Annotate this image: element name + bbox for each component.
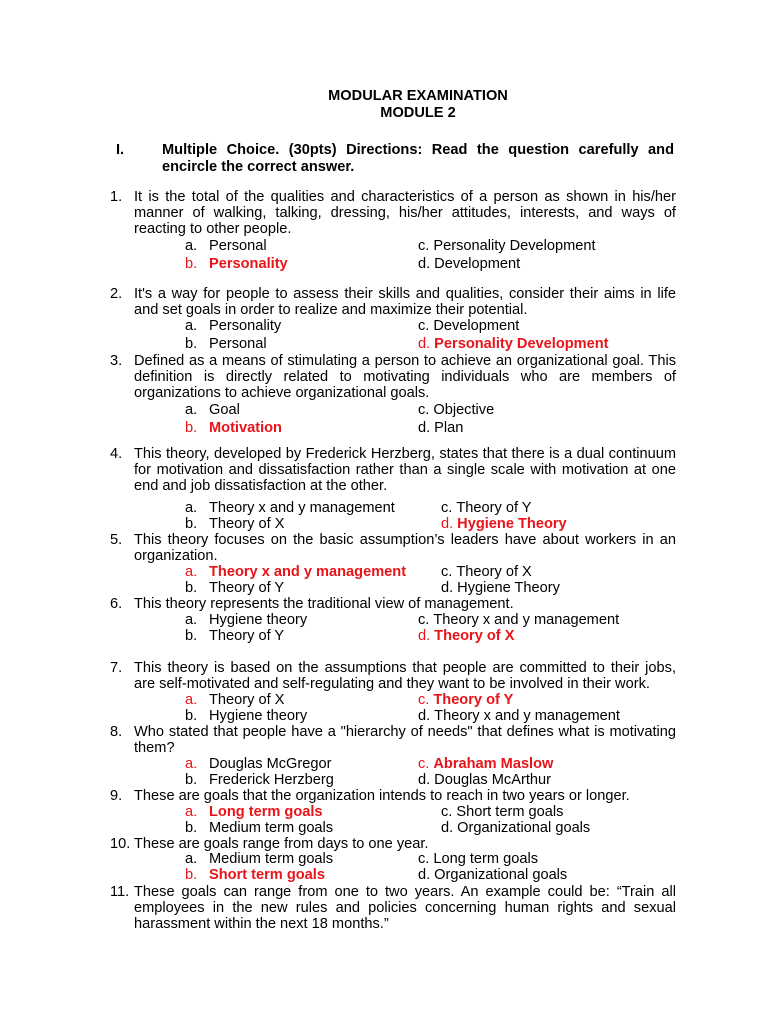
answer-option[interactable] <box>185 772 334 788</box>
question-5 <box>110 532 676 564</box>
option-text: Organizational goals <box>434 867 568 883</box>
question-text: Who stated that people have a "hierarchy of needs" that defines what is motivating them? <box>134 724 676 756</box>
answer-option[interactable] <box>185 256 288 272</box>
option-letter: d. <box>441 516 454 532</box>
option-text: Personality Development <box>433 238 596 254</box>
option-letter: b. <box>185 516 198 532</box>
answer-option[interactable] <box>185 402 240 418</box>
option-text: Theory x and y management <box>209 500 395 516</box>
question-number: 4. <box>110 446 123 462</box>
option-text: Development <box>433 318 520 334</box>
option-letter: a. <box>185 318 198 334</box>
question-number: 1. <box>110 189 123 205</box>
option-letter: a. <box>185 500 198 516</box>
answer-option[interactable] <box>185 238 267 254</box>
option-text: Long term goals <box>433 851 539 867</box>
option-text: Theory of X <box>456 564 532 580</box>
option-letter: d. <box>418 772 431 788</box>
question-7 <box>110 660 676 692</box>
option-text: Medium term goals <box>209 820 334 836</box>
section-directions: Multiple Choice. (30pts) Directions: Read the question carefully and encircle the correct answer. <box>162 142 674 175</box>
option-letter: b. <box>185 628 198 644</box>
answer-option[interactable] <box>418 708 620 724</box>
exam-module: MODULE 2 <box>380 105 456 121</box>
option-letter: a. <box>185 564 198 580</box>
answer-option[interactable] <box>185 612 307 628</box>
option-letter: d. <box>441 820 454 836</box>
question-text: It's a way for people to assess their skills and qualities, consider their aims in life and set goals in order to realize and maximize their potential. <box>134 286 676 318</box>
answer-option[interactable] <box>418 420 463 436</box>
option-letter: b. <box>185 820 198 836</box>
answer-option[interactable] <box>185 336 267 352</box>
answer-option[interactable] <box>418 851 538 867</box>
answer-option[interactable] <box>418 318 519 334</box>
option-letter: a. <box>185 238 198 254</box>
option-text: Theory x and y management <box>434 708 620 724</box>
option-text: Theory of Y <box>456 500 532 516</box>
option-text: Hygiene theory <box>209 612 308 628</box>
question-1 <box>110 189 676 237</box>
answer-option[interactable] <box>185 708 307 724</box>
question-number: 6. <box>110 596 123 612</box>
option-letter: a. <box>185 692 198 708</box>
answer-option[interactable] <box>441 820 590 836</box>
answer-option[interactable] <box>185 580 284 596</box>
option-letter: d. <box>441 580 454 596</box>
option-letter: c. <box>418 318 430 334</box>
question-number: 9. <box>110 788 123 804</box>
answer-option[interactable] <box>185 318 281 334</box>
option-letter: a. <box>185 851 198 867</box>
answer-option[interactable] <box>185 820 333 836</box>
option-letter: b. <box>185 420 198 436</box>
answer-option[interactable] <box>185 851 333 867</box>
answer-option[interactable] <box>185 756 331 772</box>
option-text: Hygiene theory <box>209 708 308 724</box>
option-letter: c. <box>418 692 430 708</box>
option-text: Hygiene Theory <box>457 580 560 596</box>
option-text: Short term goals <box>456 804 564 820</box>
option-letter: c. <box>441 500 453 516</box>
option-letter: a. <box>185 612 198 628</box>
answer-option[interactable] <box>418 256 520 272</box>
section-number: I. <box>116 142 125 158</box>
question-8 <box>110 724 676 756</box>
correct-answer-text: Theory of Y <box>433 692 514 708</box>
option-letter: c. <box>418 238 430 254</box>
option-letter: b. <box>185 867 198 883</box>
correct-answer-text: Theory of X <box>434 628 515 644</box>
answer-option[interactable] <box>441 804 563 820</box>
option-letter: c. <box>441 564 453 580</box>
option-letter: a. <box>185 756 198 772</box>
option-text: Douglas McGregor <box>209 756 332 772</box>
option-letter: d. <box>418 420 431 436</box>
correct-answer-text: Personality <box>209 256 288 272</box>
option-text: Personal <box>209 238 267 254</box>
option-text: Development <box>434 256 521 272</box>
question-number: 10. <box>110 836 131 852</box>
option-letter: c. <box>418 851 430 867</box>
option-letter: c. <box>418 402 430 418</box>
option-text: Organizational goals <box>457 820 591 836</box>
answer-option[interactable] <box>418 628 514 644</box>
question-4 <box>110 446 676 494</box>
question-9 <box>110 788 676 804</box>
answer-option[interactable] <box>441 564 532 580</box>
option-letter: d. <box>418 256 431 272</box>
question-number: 2. <box>110 286 123 302</box>
question-text: This theory focuses on the basic assumption’s leaders have about workers in an organization. <box>134 532 676 564</box>
option-letter: c. <box>418 612 430 628</box>
option-text: Theory of Y <box>209 628 285 644</box>
question-10 <box>110 836 676 852</box>
answer-option[interactable] <box>185 867 325 883</box>
option-letter: a. <box>185 402 198 418</box>
option-text: Goal <box>209 402 240 418</box>
answer-option[interactable] <box>185 516 284 532</box>
question-text: These are goals range from days to one year. <box>134 836 429 852</box>
question-text: It is the total of the qualities and characteristics of a person as shown in his/her manner of walking, talking, dressing, his/her attitudes, interests, and ways of reacting to other people. <box>134 189 676 237</box>
correct-answer-text: Theory x and y management <box>209 564 407 580</box>
answer-option[interactable] <box>418 756 553 772</box>
option-letter: d. <box>418 336 431 352</box>
option-text: Personality <box>209 318 282 334</box>
option-letter: b. <box>185 708 198 724</box>
question-text: These goals can range from one to two years. An example could be: “Train all employees in the new rules and policies concerning human rights and sexual harassment within the next 18 months.” <box>134 884 676 932</box>
answer-option[interactable] <box>418 336 609 352</box>
question-number: 5. <box>110 532 123 548</box>
question-text: This theory represents the traditional view of management. <box>134 596 514 612</box>
option-letter: b. <box>185 336 198 352</box>
answer-option[interactable] <box>418 772 551 788</box>
exam-title: MODULAR EXAMINATION <box>328 88 508 104</box>
option-text: Objective <box>433 402 495 418</box>
answer-option[interactable] <box>185 628 284 644</box>
correct-answer-text: Long term goals <box>209 804 323 820</box>
correct-answer-text: Personality Development <box>434 336 609 352</box>
answer-option[interactable] <box>418 867 567 883</box>
option-letter: b. <box>185 256 198 272</box>
answer-option[interactable] <box>441 516 567 532</box>
correct-answer-text: Hygiene Theory <box>457 516 567 532</box>
option-letter: c. <box>418 756 430 772</box>
answer-option[interactable] <box>418 692 513 708</box>
question-11 <box>110 884 676 932</box>
option-letter: d. <box>418 628 431 644</box>
answer-option[interactable] <box>418 612 619 628</box>
option-letter: c. <box>441 804 453 820</box>
option-letter: d. <box>418 867 431 883</box>
question-number: 8. <box>110 724 123 740</box>
option-text: Plan <box>434 420 464 436</box>
question-3 <box>110 353 676 401</box>
option-letter: a. <box>185 804 198 820</box>
correct-answer-text: Motivation <box>209 420 282 436</box>
option-text: Medium term goals <box>209 851 334 867</box>
correct-answer-text: Short term goals <box>209 867 325 883</box>
answer-option[interactable] <box>185 692 284 708</box>
option-text: Personal <box>209 336 267 352</box>
question-number: 11. <box>110 884 130 900</box>
question-text: Defined as a means of stimulating a person to achieve an organizational goal. This definition is directly related to motivating individuals who are members of organizations to achieve organizational goals. <box>134 353 676 401</box>
option-letter: b. <box>185 772 198 788</box>
option-text: Theory of X <box>209 692 285 708</box>
answer-option[interactable] <box>185 500 395 516</box>
correct-answer-text: Abraham Maslow <box>433 756 554 772</box>
question-text: This theory is based on the assumptions that people are committed to their jobs, are self-motivated and self-regulating and they want to be involved in their work. <box>134 660 676 692</box>
answer-option[interactable] <box>418 402 494 418</box>
answer-option[interactable] <box>418 238 596 254</box>
option-text: Frederick Herzberg <box>209 772 334 788</box>
question-text: These are goals that the organization intends to reach in two years or longer. <box>134 788 630 804</box>
answer-option[interactable] <box>185 420 282 436</box>
answer-option[interactable] <box>185 564 406 580</box>
option-text: Douglas McArthur <box>434 772 551 788</box>
question-6 <box>110 596 676 612</box>
question-number: 7. <box>110 660 123 676</box>
option-text: Theory of Y <box>209 580 285 596</box>
answer-option[interactable] <box>441 500 532 516</box>
option-letter: d. <box>418 708 431 724</box>
question-number: 3. <box>110 353 123 369</box>
answer-option[interactable] <box>441 580 560 596</box>
option-text: Theory x and y management <box>433 612 620 628</box>
answer-option[interactable] <box>185 804 323 820</box>
option-text: Theory of X <box>209 516 285 532</box>
question-2 <box>110 286 676 318</box>
question-text: This theory, developed by Frederick Herzberg, states that there is a dual continuum for motivation and dissatisfaction rather than a single scale with motivation at one end and job dissatisfaction at the other. <box>134 446 676 494</box>
option-letter: b. <box>185 580 198 596</box>
